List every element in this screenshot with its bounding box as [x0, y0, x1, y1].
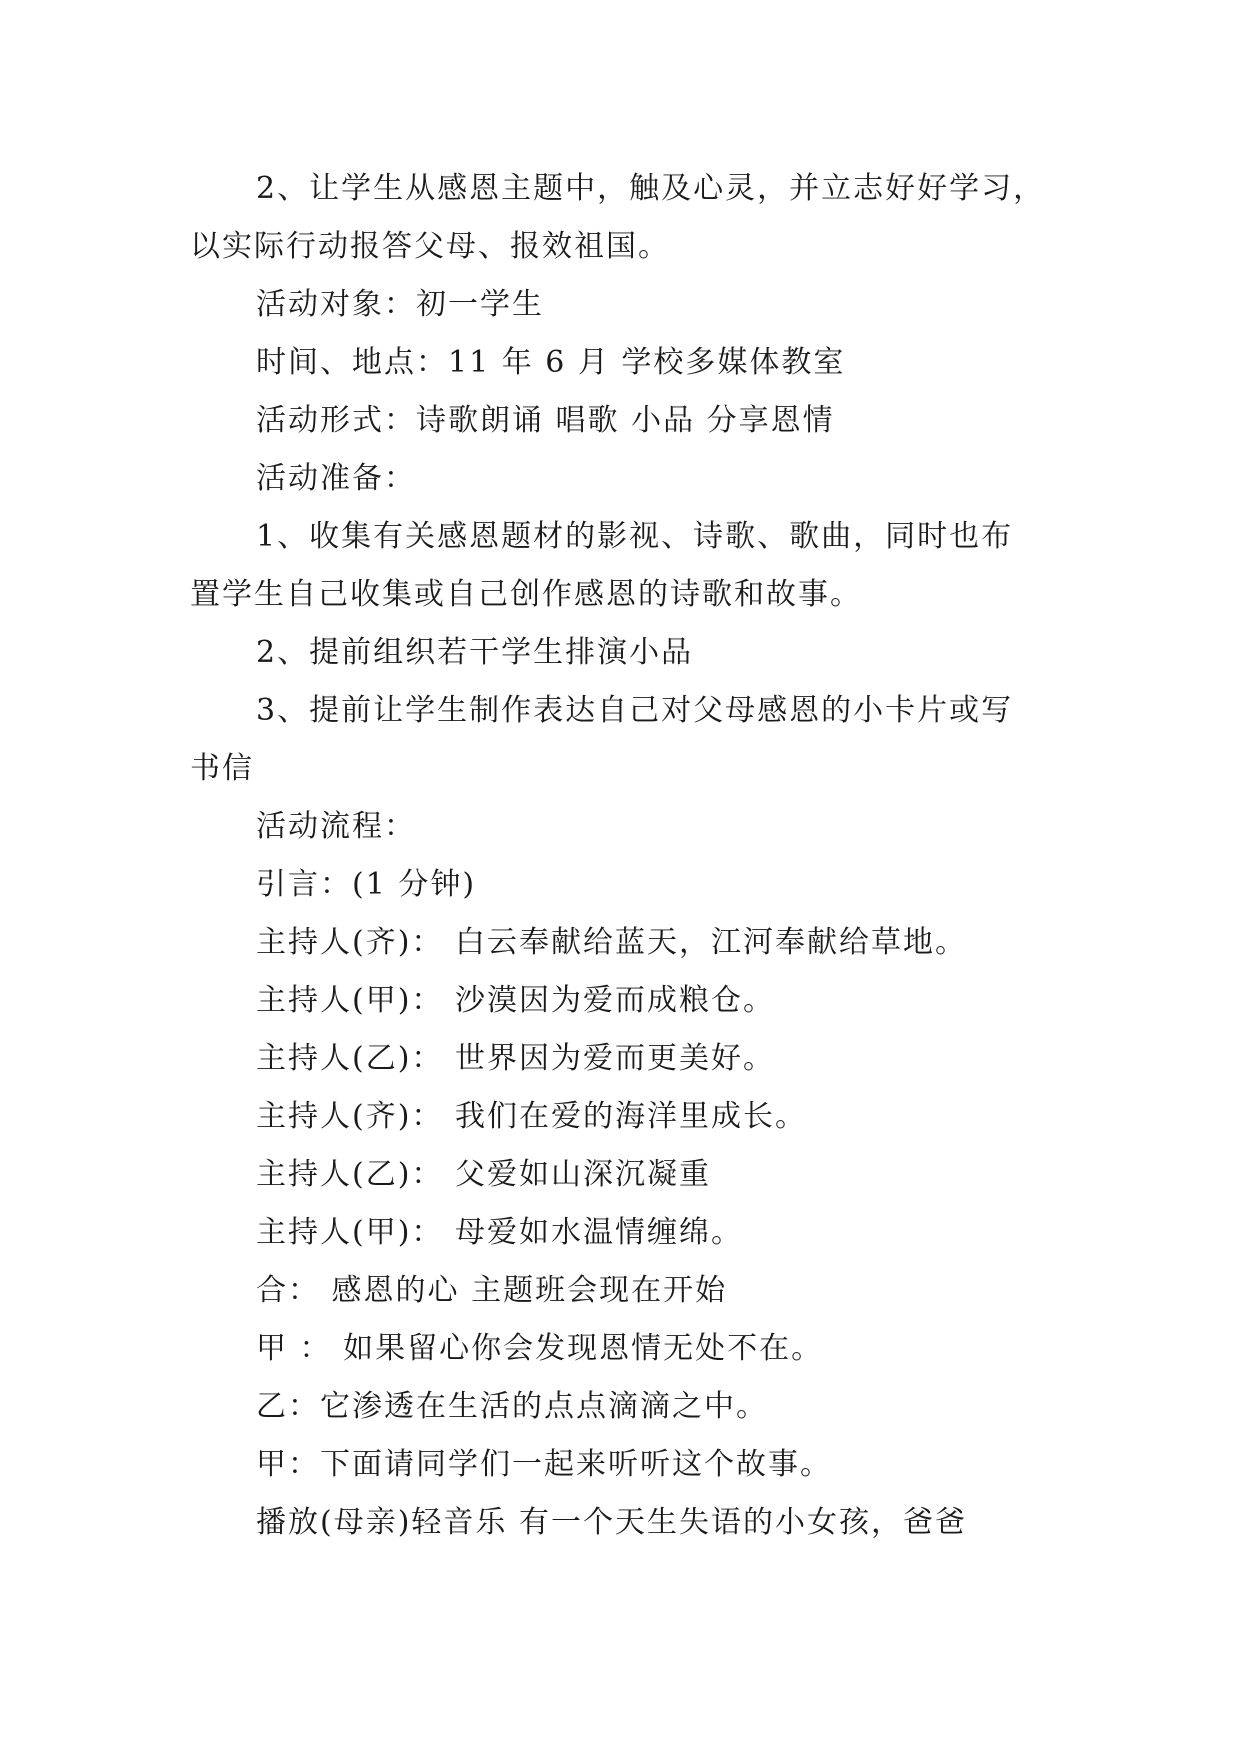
- dialogue-line: 主持人(齐)： 白云奉献给蓝天，江河奉献给草地。: [256, 925, 967, 960]
- dialogue-line: 主持人(齐)： 我们在爱的海洋里成长。: [256, 1099, 807, 1134]
- paragraph-line: 2、让学生从感恩主题中，触及心灵，并立志好好学习，: [256, 171, 1046, 206]
- paragraph-line: 3、提前让学生制作表达自己对父母感恩的小卡片或写: [256, 693, 1014, 728]
- document-body: [190, 160, 1070, 1552]
- dialogue-line: 主持人(甲)： 沙漠因为爱而成粮仓。: [256, 983, 775, 1018]
- time-place-line: 时间、地点：11 年 6 月 学校多媒体教室: [256, 345, 846, 380]
- dialogue-line: 甲 ： 如果留心你会发现恩情无处不在。: [256, 1331, 824, 1366]
- paragraph-line: 置学生自己收集或自己创作感恩的诗歌和故事。: [190, 577, 862, 612]
- paragraph-line: 引言：(1 分钟): [256, 867, 477, 902]
- dialogue-line: 主持人(乙)： 世界因为爱而更美好。: [256, 1041, 775, 1076]
- paragraph-line: 以实际行动报答父母、报效祖国。: [190, 229, 670, 264]
- paragraph-line: 2、提前组织若干学生排演小品: [256, 635, 694, 670]
- section-heading: 活动流程：: [256, 809, 416, 844]
- paragraph-line: 播放(母亲)轻音乐 有一个天生失语的小女孩，爸爸: [256, 1505, 967, 1540]
- activity-form-line: 活动形式：诗歌朗诵 唱歌 小品 分享恩情: [256, 403, 835, 438]
- dialogue-line: 合： 感恩的心 主题班会现在开始: [256, 1273, 728, 1308]
- paragraph-line: 1、收集有关感恩题材的影视、诗歌、歌曲，同时也布: [256, 519, 1014, 554]
- activity-target-line: 活动对象：初一学生: [256, 287, 544, 322]
- dialogue-line: 主持人(乙)： 父爱如山深沉凝重: [256, 1157, 711, 1192]
- dialogue-line: 主持人(甲)： 母爱如水温情缠绵。: [256, 1215, 743, 1250]
- dialogue-line: 乙：它渗透在生活的点点滴滴之中。: [256, 1389, 768, 1424]
- paragraph-line: 书信: [190, 751, 254, 786]
- section-heading: 活动准备：: [256, 461, 416, 496]
- dialogue-line: 甲：下面请同学们一起来听听这个故事。: [256, 1447, 832, 1482]
